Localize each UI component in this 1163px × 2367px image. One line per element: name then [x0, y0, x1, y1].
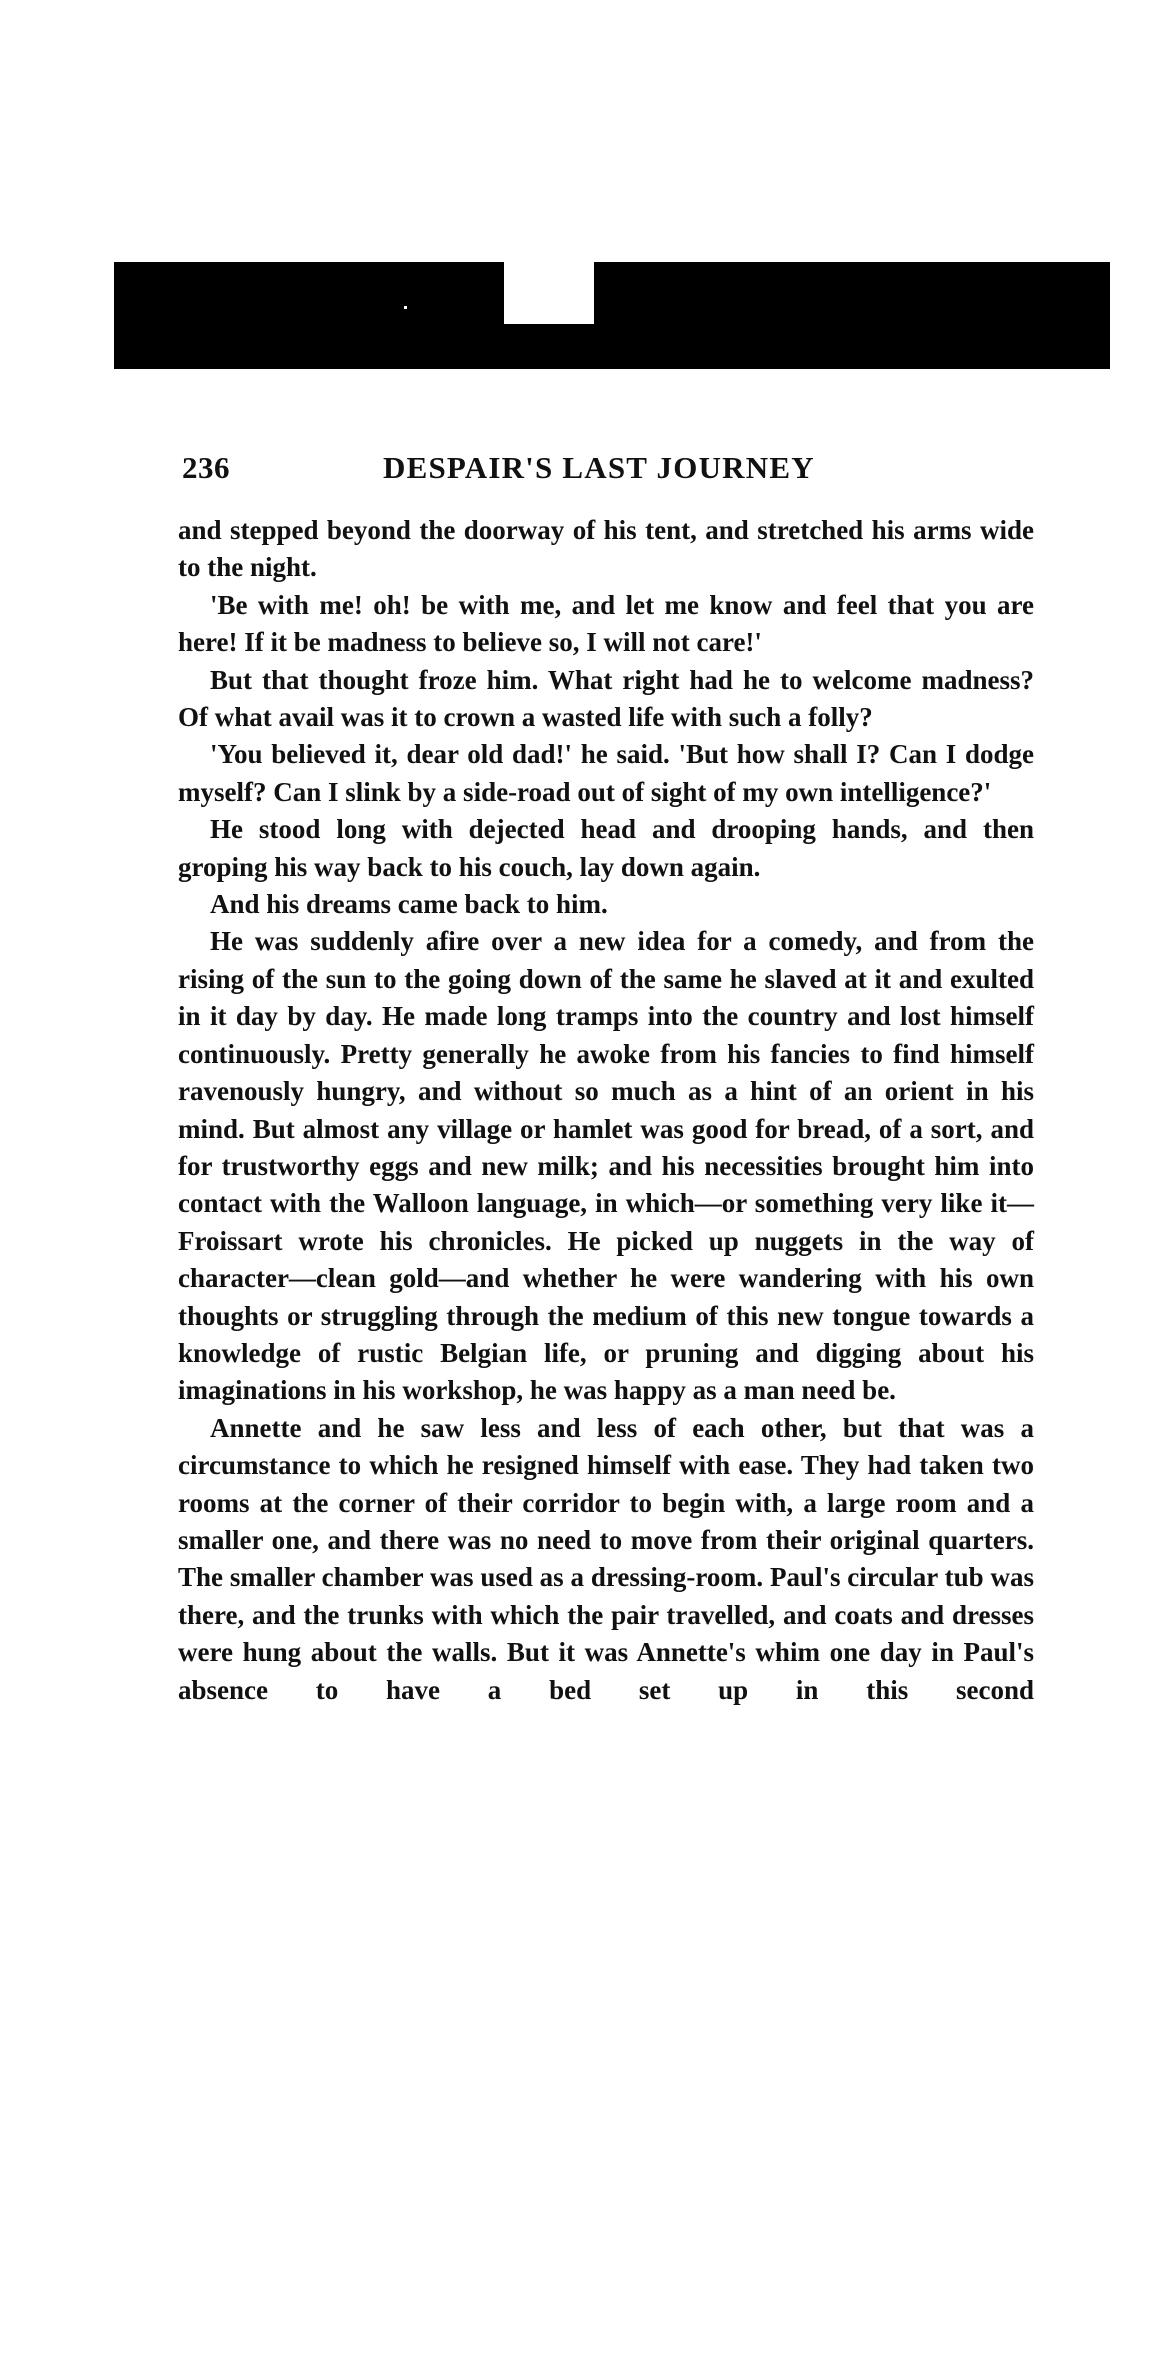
paragraph: 'Be with me! oh! be with me, and let me know and feel that you are here! If it be madness to believe so, I will not care!': [178, 589, 1034, 658]
page-header: [178, 450, 1032, 494]
paragraph: He stood long with dejected head and drooping hands, and then groping his way back to his couch, lay down again.: [178, 814, 1034, 882]
paragraph: Annette and he saw less and less of each other, but that was a circumstance to which he resigned himself with ease. They had taken two rooms at the corner of their corridor to begin with, a large room and a smaller one, and there was no need to move from their original quarters. The smaller chamber was used as a dressing-room. Paul's circular tub was there, and the trunks with which the pair travelled, and coats and dresses were hung about the walls. But it was Annette's whim one day in Paul's absence to have a bed set up in this second: [178, 1412, 1034, 1705]
paragraph: But that thought froze him. What right had he to welcome madness? Of what avail was it to crown a wasted life with such a folly?: [178, 664, 1034, 733]
paragraph: and stepped beyond the doorway of his tent, and stretched his arms wide to the night.: [178, 515, 1034, 583]
scan-artifact-notch: [504, 262, 594, 324]
scan-speck: [916, 268, 919, 272]
body-text: [178, 512, 1034, 1709]
scan-speck: [404, 306, 407, 309]
paragraph: He was suddenly afire over a new idea for a comedy, and from the rising of the sun to the going down of the same he slaved at it and exulted in it day by day. He made long tramps into the country and lost himself continuously. Pretty generally he awoke from his fancies to find himself ravenously hungry, and without so much as a hint of an orient in his mind. But almost any village or hamlet was good for bread, of a sort, and for trustworthy eggs and new milk; and his necessities brought him into contact with the Walloon language, in which—or something very like it—Froissart wrote his chronicles. He picked up nuggets in the way of character—clean gold—and whether he were wandering with his own thoughts or struggling through the medium of this new tongue towards a knowledge of rustic Belgian life, or pruning and digging about his imaginations in his workshop, he was happy as a man need be.: [178, 926, 1034, 1406]
scan-speck: [929, 290, 932, 293]
paragraph: 'You believed it, dear old dad!' he said. 'But how shall I? Can I dodge myself? Can I slink by a side-road out of sight of my own intelligence?': [178, 739, 1034, 807]
running-head: DESPAIR'S LAST JOURNEY: [383, 450, 815, 485]
scan-artifact-band: [114, 262, 1110, 369]
page-number: 236: [182, 450, 230, 485]
paragraph: And his dreams came back to him.: [210, 889, 608, 920]
